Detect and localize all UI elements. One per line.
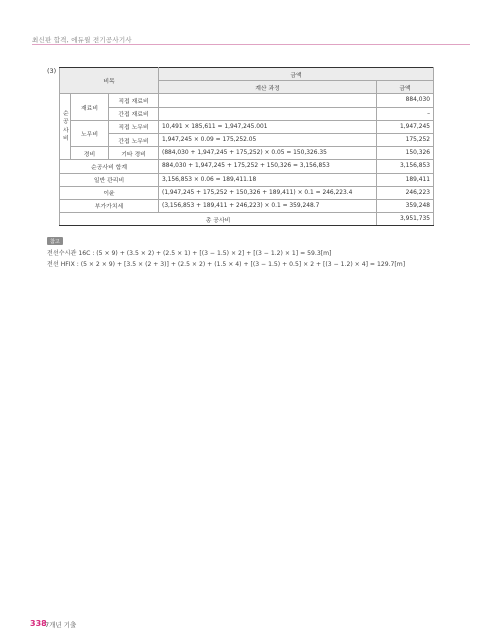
running-header: 최신판 합격, 에듀윌 전기공사기사 — [32, 36, 132, 44]
header-amount: 금액 — [159, 68, 434, 81]
table-row-profit — [60, 186, 434, 199]
group-label-net-cost: 순 공 사 비 — [60, 94, 71, 160]
general-mgmt-label: 일반 관리비 — [60, 173, 159, 186]
vat-label: 부가가치세 — [60, 199, 159, 212]
net-total-calc: 884,030 + 1,947,245 + 175,252 + 150,326 = 3,156,853 — [159, 160, 377, 173]
indirect-labor-amount: 175,252 — [377, 133, 434, 146]
problem-number: (3) — [47, 67, 57, 75]
expense-amount: 150,326 — [377, 147, 434, 160]
grand-total-amount: 3,951,735 — [377, 213, 434, 226]
material-label: 재료비 — [71, 94, 109, 120]
general-mgmt-amount: 189,411 — [377, 173, 434, 186]
page-number: 338 — [30, 619, 47, 628]
direct-material-label: 직접 재료비 — [109, 94, 159, 107]
direct-labor-calc: 10,491 × 185,611 = 1,947,245.001 — [159, 120, 377, 133]
indirect-material-calc — [159, 107, 377, 120]
table-row-direct-material — [60, 94, 434, 107]
table-header-row-1 — [60, 68, 434, 81]
direct-labor-amount: 1,947,245 — [377, 120, 434, 133]
header-rule — [32, 44, 470, 45]
table-row-expense — [60, 147, 434, 160]
cost-table — [59, 67, 434, 226]
grand-total-label: 총 공사비 — [60, 213, 377, 226]
table-row-direct-labor — [60, 120, 434, 133]
net-total-label: 순공사비 합계 — [60, 160, 159, 173]
general-mgmt-calc: 3,156,853 × 0.06 = 189,411.18 — [159, 173, 377, 186]
note-line-wire: 전선 HFIX : (5 × 2 × 9) + [3.5 × (2 + 3)] + (2.5 × 2) + (1.5 × 4) + [(3 − 1.5) + 0.5] × 2 + [(3 − 1.2) × 4] = 129.7[m] — [47, 261, 406, 268]
header-item: 비목 — [60, 68, 159, 94]
indirect-labor-calc: 1,947,245 × 0.09 = 175,252.05 — [159, 133, 377, 146]
profit-calc: (1,947,245 + 175,252 + 150,326 + 189,411) × 0.1 = 246,223.4 — [159, 186, 377, 199]
net-total-amount: 3,156,853 — [377, 160, 434, 173]
footer-section-label: 7개년 기출 — [45, 621, 77, 629]
other-expense-label: 기타 경비 — [109, 147, 159, 160]
profit-label: 이윤 — [60, 186, 159, 199]
table-row-indirect-labor — [60, 133, 434, 146]
expense-calc: (884,030 + 1,947,245 + 175,252) × 0.05 = 150,326.35 — [159, 147, 377, 160]
indirect-material-label: 간접 재료비 — [109, 107, 159, 120]
labor-label: 노무비 — [71, 120, 109, 146]
table-row-general-mgmt — [60, 173, 434, 186]
direct-labor-label: 직접 노무비 — [109, 120, 159, 133]
table-row-vat — [60, 199, 434, 212]
vat-amount: 359,248 — [377, 199, 434, 212]
header-amount-sub: 금액 — [377, 81, 434, 94]
direct-material-amount: 884,030 — [377, 94, 434, 107]
header-process: 계산 과정 — [159, 81, 377, 94]
table-row-net-total — [60, 160, 434, 173]
table-row-indirect-material — [60, 107, 434, 120]
vat-calc: (3,156,853 + 189,411 + 246,223) × 0.1 = 359,248.7 — [159, 199, 377, 212]
direct-material-calc — [159, 94, 377, 107]
note-tag: 참고 — [47, 237, 63, 245]
indirect-labor-label: 간접 노무비 — [109, 133, 159, 146]
indirect-material-amount: – — [377, 107, 434, 120]
table-row-grand-total — [60, 213, 434, 226]
profit-amount: 246,223 — [377, 186, 434, 199]
note-line-conduit: 전선수시관 16C : (5 × 9) + (3.5 × 2) + (2.5 × 1) + [(3 − 1.5) × 2] + [(3 − 1.2) × 1] = 59.3[m] — [47, 250, 332, 257]
expense-label: 경비 — [71, 147, 109, 160]
